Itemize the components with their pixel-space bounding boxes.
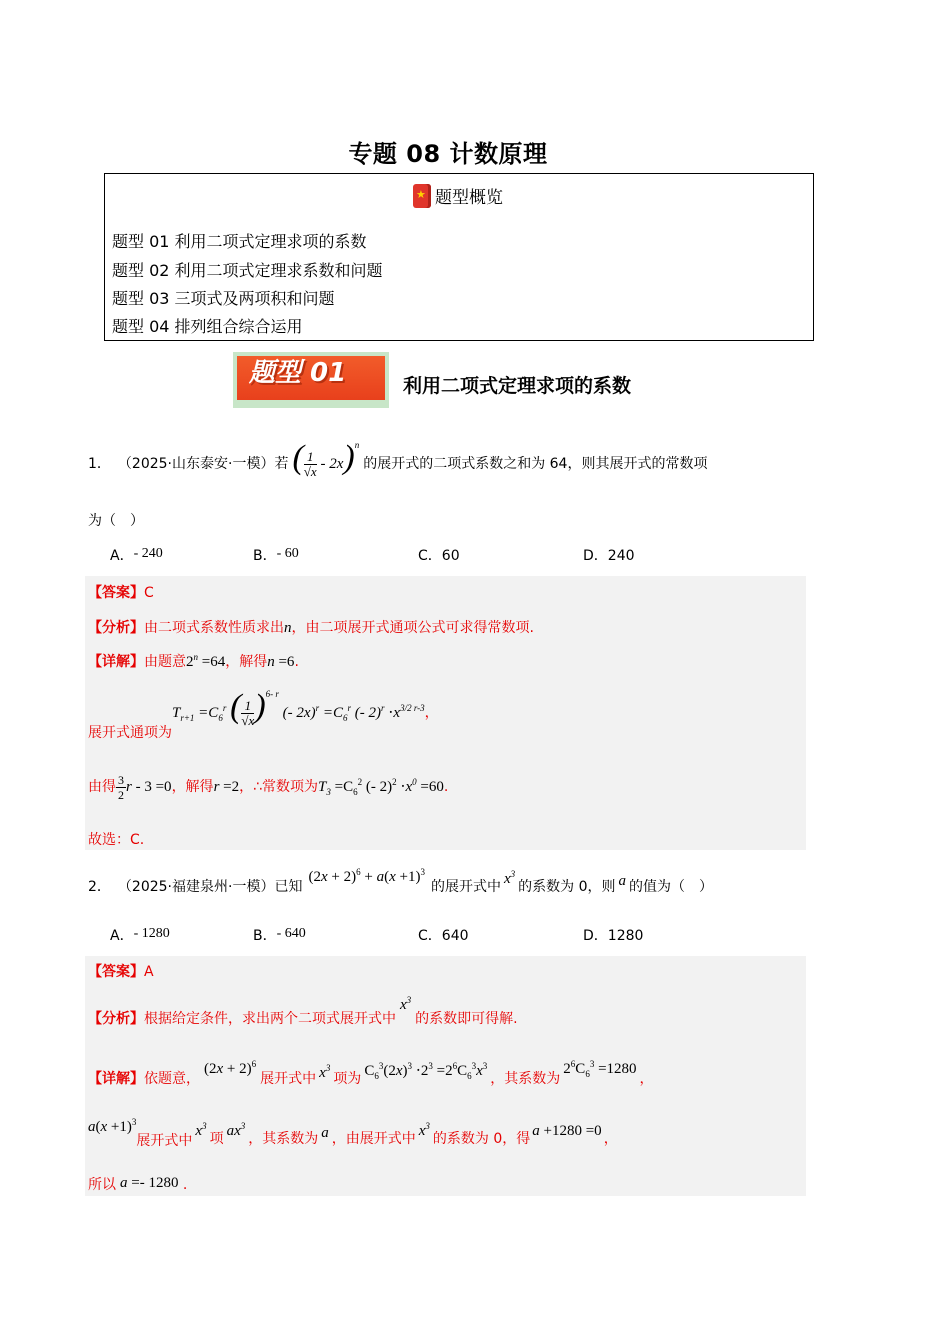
question-text: 的系数为 0，则 (518, 879, 616, 895)
question-text: 的展开式的二项式系数之和为 64，则其展开式的常数项 (363, 456, 708, 473)
general-term-formula: $T_{r+1} =C_6^r$ ( $\frac{1}{√x}$ )$^{6- r}$ (- $2x)^r =C_6^r$ (- $2)^r \cdot x^{3/2 r-3}$ (172, 688, 425, 729)
question-text: 的展开式中 (430, 879, 501, 895)
question-number: 2． (88, 879, 111, 895)
option-value: - 60 (276, 546, 299, 561)
option-value: 60 (441, 548, 460, 564)
question-text: 的值为（ ） (628, 879, 713, 895)
option-d[interactable] (583, 925, 643, 945)
analysis-text: 根据给定条件，求出两个二项式展开式中 (144, 1011, 396, 1027)
detail-label: 【详解】 (88, 1071, 144, 1087)
general-term-line: 展开式通项为$T_{r+1} =C_6^r$ ( $\frac{1}{√x}$ )$^{6- r}$ (- $2x)^r =C_6^r$ (- $2)^r \cdot x^{3/2 r-3}$， (88, 688, 439, 741)
toc-item[interactable]: 题型 01 利用二项式定理求项的系数 (112, 232, 367, 251)
detail-text: ，由展开式中 (331, 1131, 416, 1147)
option-c[interactable] (418, 545, 460, 565)
final-text: 所以 (88, 1177, 116, 1193)
question-1 (88, 439, 708, 483)
solve-line: 由得 $\frac{3}{2}$ r - 3 =0，解得r =2，∴常数项为$T_3 =C_6^2$ (- $2)^2 \cdot x^0 =60$. (88, 773, 449, 802)
detail-text: ，其系数为 (490, 1071, 561, 1087)
q2-expression: $(2x + 2)^6 + a(x +1)^3$ (308, 867, 425, 885)
option-label: B． (253, 928, 277, 944)
option-d[interactable] (583, 545, 635, 565)
section-badge (233, 352, 389, 408)
overview-heading-text: 题型概览 (435, 188, 503, 208)
option-label: D． (583, 928, 608, 944)
option-value: - 640 (276, 926, 306, 941)
option-value: - 1280 (133, 926, 170, 941)
solve-text: ，解得 (171, 778, 214, 795)
option-a[interactable] (110, 925, 170, 945)
analysis-label: 【分析】 (88, 1011, 144, 1027)
analysis-line: 【分析】由二项式系数性质求出n，由二项展开式通项公式可求得常数项. (88, 620, 534, 636)
option-value: 1280 (607, 928, 644, 944)
overview-heading (0, 183, 916, 208)
detail-text: 项 (209, 1131, 224, 1147)
option-label: A． (110, 928, 134, 944)
detail-line: 【详解】依题意，$(2x + 2)^6$展开式中 $x^3$项为 $C_6^3(2x)^3 \cdot 2^3 =2^6C_6^3x^3$，其系数为$2^6C_6^3 =1280$， (88, 1059, 654, 1087)
therefore-text: ，∴常数项为 (239, 778, 319, 795)
analysis-text: 由二项式系数性质求出 (144, 620, 284, 636)
question-number: 1． (88, 456, 111, 473)
book-icon (413, 184, 431, 208)
q1-expression: ( $\frac{1}{√x}$ - 2x)$^n$ (292, 439, 360, 480)
analysis-text: 的系数即可得解. (415, 1011, 518, 1027)
option-value: 240 (607, 548, 635, 564)
analysis-text: ，由二项展开式通项公式可求得常数项. (291, 620, 534, 636)
option-label: A． (110, 548, 134, 564)
detail-text: 由题意 (144, 654, 186, 670)
option-c[interactable] (418, 925, 469, 945)
question-source: （2025·山东泰安·一模）若 (124, 456, 289, 473)
analysis-label: 【分析】 (88, 620, 144, 636)
toc-item[interactable]: 题型 04 排列组合综合运用 (112, 317, 303, 336)
question-2: 2． （2025·福建泉州·一模）已知$(2x + 2)^6 + a(x +1)^3$的展开式中 $x^3$的系数为 0，则 a 的值为（ ） (88, 867, 713, 895)
option-label: D． (583, 548, 608, 564)
answer-value: A (144, 964, 154, 980)
question-1-line2: 为（ ） (88, 513, 144, 529)
option-label: C． (418, 548, 442, 564)
detail-text: 展开式中 (136, 1133, 193, 1149)
conclusion-line: 故选：C. (88, 832, 145, 848)
detail-label: 【详解】 (88, 654, 144, 670)
toc-item[interactable]: 题型 03 三项式及两项积和问题 (112, 289, 335, 308)
detail-text: 项为 (333, 1071, 362, 1087)
question-source: （2025·福建泉州·一模）已知 (124, 879, 303, 895)
solve-label: 由得 (88, 778, 116, 795)
option-label: B． (253, 548, 277, 564)
detail-text: ，其系数为 (248, 1131, 319, 1147)
detail-text: ，解得 (225, 654, 268, 670)
answer-line (88, 582, 154, 602)
detail-text: 的系数为 0，得 (432, 1131, 531, 1147)
answer-label: 【答案】 (88, 964, 144, 980)
final-line: 所以 a =- 1280 . (88, 1175, 188, 1193)
answer-value: C (144, 585, 154, 601)
option-label: C． (418, 928, 442, 944)
section-badge-text: 题型 01 (237, 356, 385, 400)
section-title: 利用二项式定理求项的系数 (403, 375, 632, 397)
option-b[interactable] (253, 545, 299, 565)
detail-line-2: $a(x +1)^3$展开式中$x^3$项 $ax^3$，其系数为 a ，由展开式中 $x^3$的系数为 0，得 a +1280 =0 ， (88, 1117, 618, 1149)
answer-label: 【答案】 (88, 585, 144, 601)
option-a[interactable] (110, 545, 163, 565)
option-value: - 240 (133, 546, 163, 561)
detail-text: 依题意， (144, 1071, 200, 1087)
detail-text: 展开式中 (260, 1071, 317, 1087)
analysis-line: 【分析】根据给定条件，求出两个二项式展开式中$x^3$的系数即可得解. (88, 995, 518, 1027)
detail-line: 【详解】由题意$2^n =64$，解得n =6. (88, 652, 299, 670)
toc-item[interactable]: 题型 02 利用二项式定理求系数和问题 (112, 261, 383, 280)
option-b[interactable] (253, 925, 306, 945)
option-value: 640 (441, 928, 469, 944)
page-title: 专题 08 计数原理 (348, 140, 548, 168)
general-term-label: 展开式通项为 (88, 725, 172, 741)
answer-line (88, 961, 154, 981)
